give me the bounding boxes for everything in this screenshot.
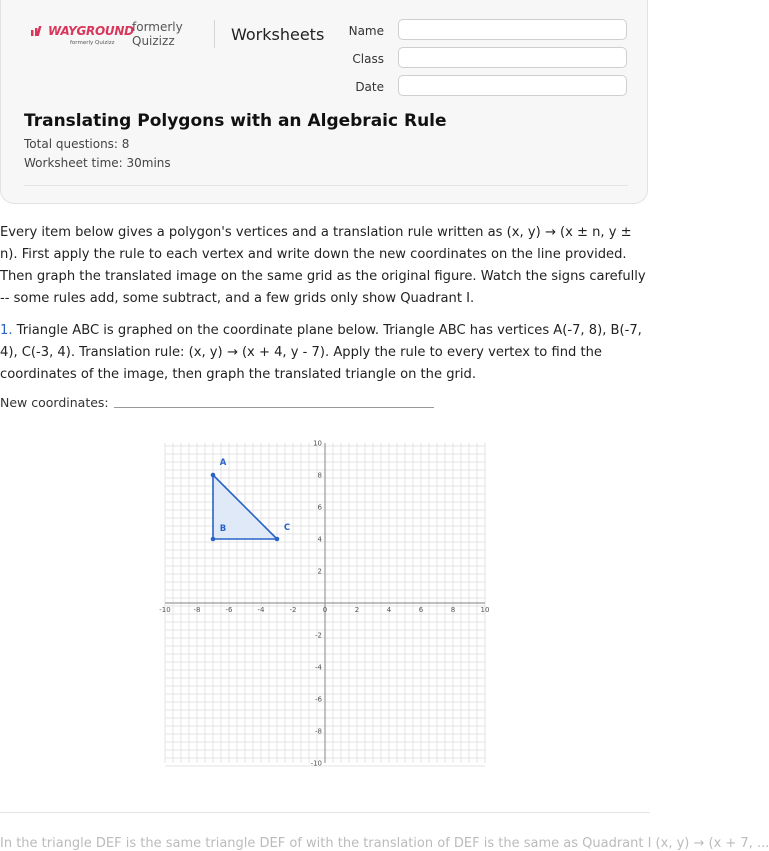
question-text: Triangle ABC is graphed on the coordinate plane below. Triangle ABC has vertices A(-7, 8), B(-7, 4), C(-3, 4). Translation rule: (x, y) → (x + 4, y - 7). Apply the rule to every vertex to find the coordinates of the image, then graph the translated triangle on the grid. [0,323,642,382]
header-bottom-divider [24,185,628,186]
x-tick-label: -2 [289,605,297,614]
x-tick-label: 8 [450,605,456,614]
y-tick-label: 4 [317,535,322,544]
x-tick-label: -8 [193,605,201,614]
x-tick-label: 0 [322,605,328,614]
y-tick-label: -2 [315,631,322,640]
name-label: Name [348,24,384,38]
logo-subtext: formerly Quizizz [70,40,115,46]
vertex-c [275,537,280,542]
vertex-label-a: A [219,458,227,468]
wayground-logo [31,24,134,46]
y-tick-label: 10 [313,439,322,448]
instructions-paragraph: Every item below gives a polygon's vertices and a translation rule written as (x, y) → (x ± n, y ± n). First apply the rule to each vertex and write down the new coordinates on the line provided. Then graph the translated image on the same grid as the original figure. Watch the signs carefully -- some rules add, some subtract, and a few grids only show Quadrant I. [0,225,646,306]
vertex-b [211,537,216,542]
name-field[interactable] [398,19,627,40]
formerly-quizizz: formerly Quizizz [132,20,183,48]
logo-bars-icon [31,26,45,36]
y-tick-label: -4 [315,663,322,672]
x-tick-label: -4 [257,605,265,614]
class-label: Class [352,52,384,66]
x-tick-label: -10 [159,605,171,614]
section-divider [0,812,650,813]
worksheet-title: Translating Polygons with an Algebraic Rule [24,111,447,131]
question-number: 1. [0,323,13,338]
x-tick-label: 4 [386,605,392,614]
date-label: Date [355,80,384,94]
next-question-cutoff: In the triangle DEF is the same triangle DEF of with the translation of DEF is the same as Quadrant I (x, y) → (x + 7, ... [0,836,769,851]
coordinate-grid [155,436,495,768]
vertex-a [211,473,216,478]
worksheet-time: Worksheet time: 30mins [24,156,171,170]
coordinate-plane-svg [155,436,495,768]
vertex-label-b: B [219,524,227,534]
y-tick-label: -6 [315,695,322,704]
y-tick-label: 8 [317,471,322,480]
answer-line[interactable] [114,407,434,408]
header-divider [214,20,215,48]
vertex-label-c: C [283,523,291,533]
total-questions: Total questions: 8 [24,137,130,151]
worksheet-header [0,0,648,204]
date-field[interactable] [398,75,627,96]
x-tick-label: 2 [354,605,360,614]
y-tick-label: 6 [317,503,322,512]
x-tick-label: 6 [418,605,424,614]
y-tick-label: -10 [310,759,322,768]
answer-label: New coordinates: [0,395,109,410]
class-field[interactable] [398,47,627,68]
x-tick-label: 10 [480,605,490,614]
logo-text: WAYGROUND [48,24,134,38]
worksheets-label: Worksheets [231,25,325,44]
y-tick-label: -8 [315,727,322,736]
y-tick-label: 2 [317,567,322,576]
question-1 [0,320,650,386]
x-tick-label: -6 [225,605,233,614]
